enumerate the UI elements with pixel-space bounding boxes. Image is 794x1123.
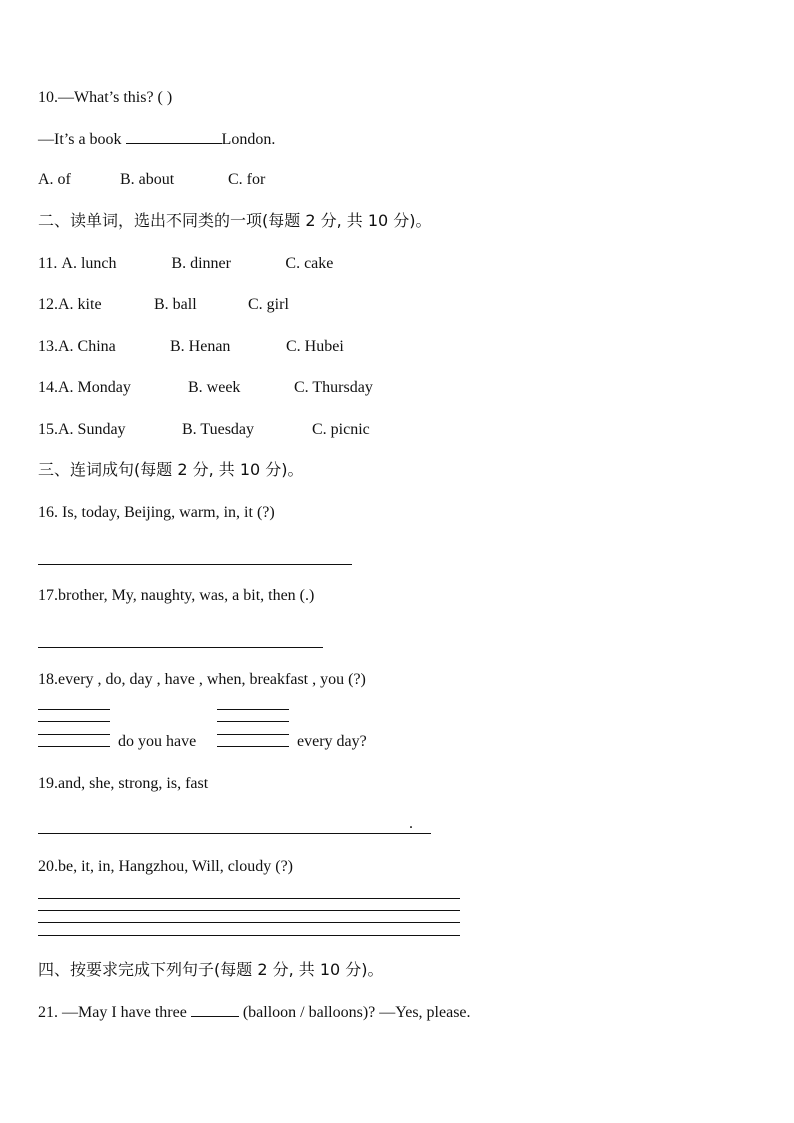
q18-blank-1-line[interactable] bbox=[38, 734, 110, 735]
q13-option-b[interactable]: B. Henan bbox=[170, 338, 231, 355]
q12-option-a[interactable]: A. kite bbox=[58, 296, 102, 313]
section4-heading: 四、按要求完成下列句子(每题 2 分, 共 10 分)。 bbox=[38, 960, 384, 979]
q10-option-a[interactable]: A. of bbox=[38, 171, 71, 188]
q12-option-b[interactable]: B. ball bbox=[154, 296, 197, 313]
q18-blank-1-line[interactable] bbox=[38, 721, 110, 722]
q18-blank-1-line[interactable] bbox=[38, 746, 110, 747]
q10-options bbox=[38, 170, 265, 190]
q20-answer-line[interactable] bbox=[38, 922, 460, 923]
q20-answer-line[interactable] bbox=[38, 898, 460, 899]
q20-answer-line[interactable] bbox=[38, 935, 460, 936]
q11-option-a[interactable]: A. lunch bbox=[61, 255, 117, 272]
q15-option-b[interactable]: B. Tuesday bbox=[182, 421, 255, 438]
q18-blank-1-line[interactable] bbox=[38, 709, 110, 710]
q18-middle-text: do you have bbox=[118, 733, 197, 750]
q14-option-a[interactable]: A. Monday bbox=[58, 379, 131, 396]
section3-heading: 三、连词成句(每题 2 分, 共 10 分)。 bbox=[38, 460, 304, 479]
q12-number: 12. bbox=[38, 296, 58, 313]
q16-answer-line[interactable] bbox=[38, 564, 352, 565]
q15-row bbox=[38, 420, 370, 440]
q19-period: . bbox=[409, 815, 413, 832]
q15-option-a[interactable]: A. Sunday bbox=[58, 421, 126, 438]
q19-answer-line[interactable] bbox=[38, 833, 431, 834]
q14-option-c[interactable]: C. Thursday bbox=[294, 379, 373, 396]
q11-row bbox=[38, 254, 333, 274]
q10-stem: 10.—What’s this? ( ) bbox=[38, 89, 173, 106]
section2-heading: 二、读单词，选出不同类的一项(每题 2 分, 共 10 分)。 bbox=[38, 211, 432, 230]
q18-blank-2-line[interactable] bbox=[217, 709, 289, 710]
q14-row bbox=[38, 378, 373, 398]
q19-words: 19.and, she, strong, is, fast bbox=[38, 775, 209, 792]
q21-before: 21. —May I have three bbox=[38, 1004, 187, 1021]
q20-words: 20.be, it, in, Hangzhou, Will, cloudy (?) bbox=[38, 858, 294, 875]
q20-answer-line[interactable] bbox=[38, 910, 460, 911]
q11-option-c[interactable]: C. cake bbox=[285, 255, 334, 272]
q18-words: 18.every , do, day , have , when, breakfast , you (?) bbox=[38, 671, 366, 688]
q10-option-b[interactable]: B. about bbox=[120, 171, 175, 188]
q10-blank[interactable] bbox=[126, 129, 222, 144]
q17-words: 17.brother, My, naughty, was, a bit, then (.) bbox=[38, 587, 315, 604]
q18-blank-2-line[interactable] bbox=[217, 734, 289, 735]
q15-number: 15. bbox=[38, 421, 58, 438]
q14-option-b[interactable]: B. week bbox=[188, 379, 241, 396]
q18-blank-2-line[interactable] bbox=[217, 746, 289, 747]
q18-end-text: every day? bbox=[297, 733, 367, 750]
q10-option-c[interactable]: C. for bbox=[228, 171, 266, 188]
q16-words: 16. Is, today, Beijing, warm, in, it (?) bbox=[38, 504, 275, 521]
q21-blank[interactable] bbox=[191, 1002, 239, 1017]
q13-row bbox=[38, 337, 344, 357]
q11-number: 11. bbox=[38, 255, 58, 272]
q10-answer-line bbox=[38, 129, 275, 150]
q12-row bbox=[38, 295, 289, 315]
q15-option-c[interactable]: C. picnic bbox=[312, 421, 370, 438]
q13-option-a[interactable]: A. China bbox=[58, 338, 116, 355]
q21-row bbox=[38, 1002, 471, 1023]
q11-option-b[interactable]: B. dinner bbox=[171, 255, 231, 272]
q13-number: 13. bbox=[38, 338, 58, 355]
q18-blank-2-line[interactable] bbox=[217, 721, 289, 722]
q10-answer-before: —It’s a book bbox=[38, 131, 122, 148]
q17-answer-line[interactable] bbox=[38, 647, 323, 648]
q13-option-c[interactable]: C. Hubei bbox=[286, 338, 344, 355]
q14-number: 14. bbox=[38, 379, 58, 396]
q12-option-c[interactable]: C. girl bbox=[248, 296, 289, 313]
q10-answer-after: London. bbox=[221, 131, 276, 148]
q21-after: (balloon / balloons)? —Yes, please. bbox=[242, 1004, 471, 1021]
